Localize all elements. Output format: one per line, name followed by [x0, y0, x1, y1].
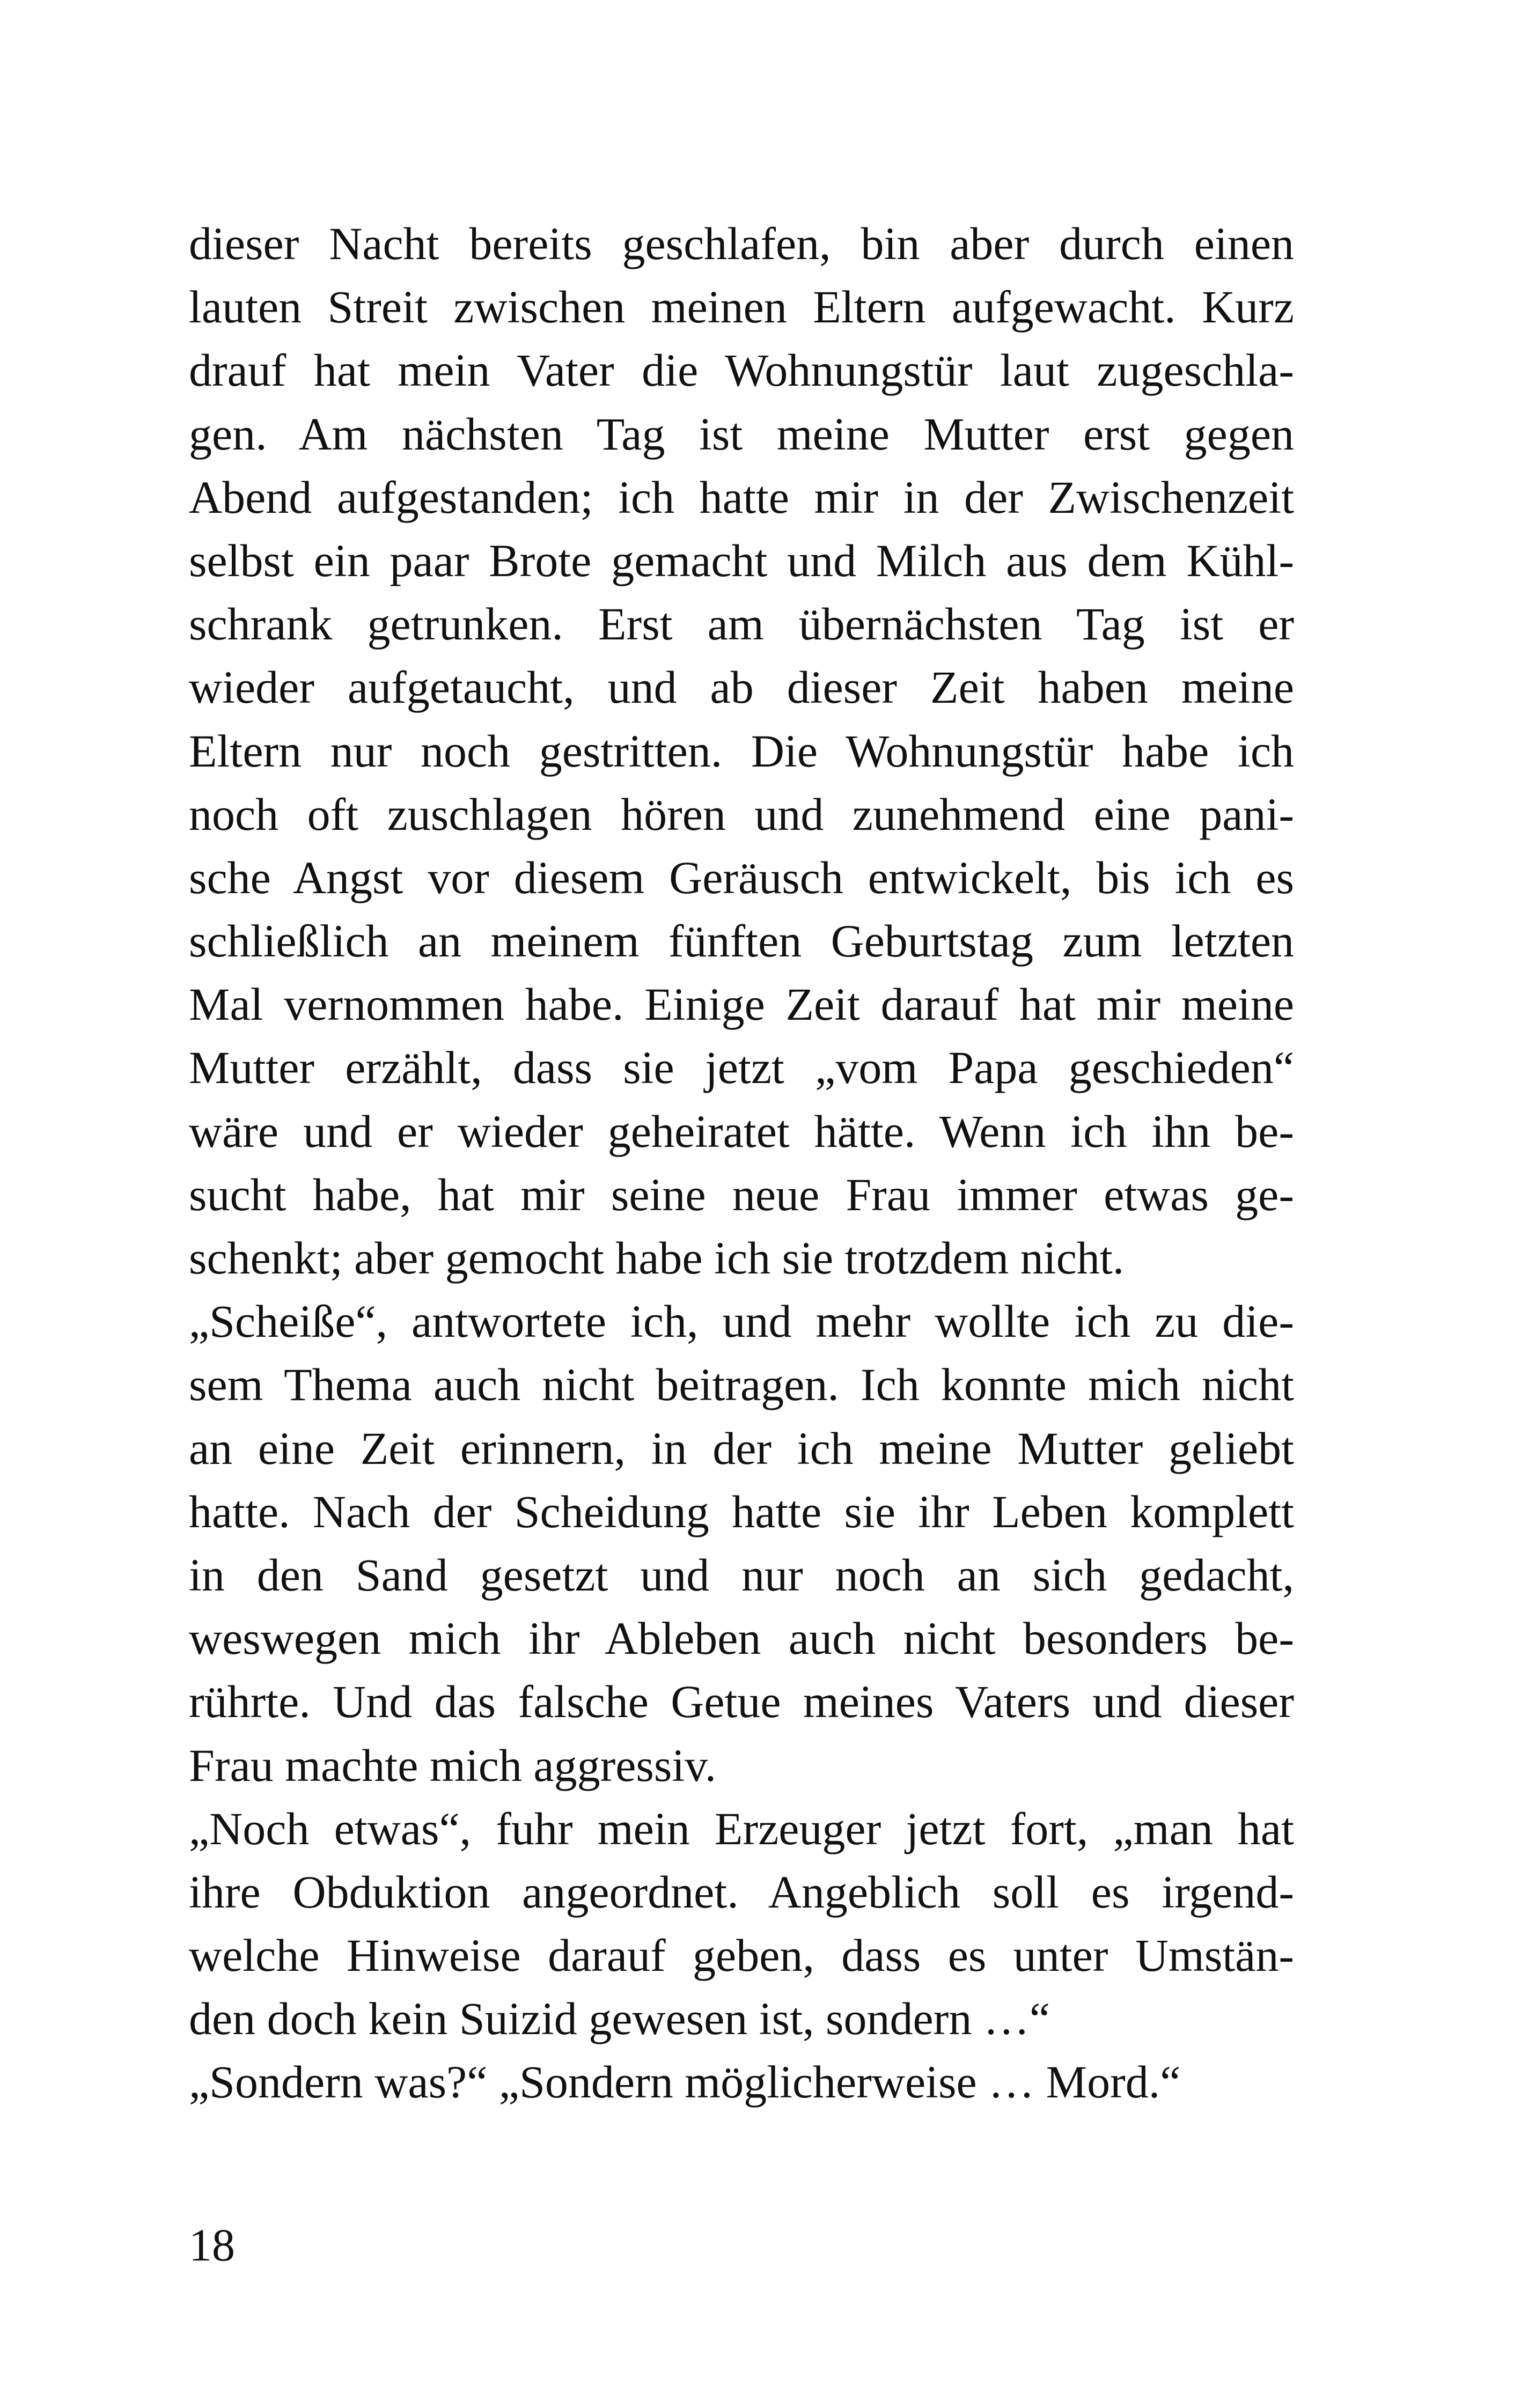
text-line: an eine Zeit erinnern, in der ich meine Mutter geliebt	[189, 1422, 1294, 1474]
text-line: „Sondern was?“ „Sondern möglicherweise … Mord.“	[189, 2056, 1181, 2108]
text-line: schließlich an meinem fünften Geburtstag zum letzten	[189, 915, 1294, 967]
text-line: schenkt; aber gemocht habe ich sie trotzdem nicht.	[189, 1232, 1125, 1284]
text-line: noch oft zuschlagen hören und zunehmend eine pani-	[189, 788, 1294, 840]
text-line: Eltern nur noch gestritten. Die Wohnungstür habe ich	[189, 725, 1294, 777]
text-line: „Noch etwas“, fuhr mein Erzeuger jetzt fort, „man hat	[189, 1802, 1294, 1854]
text-line: in den Sand gesetzt und nur noch an sich gedacht,	[189, 1549, 1294, 1601]
text-line: dieser Nacht bereits geschlafen, bin aber durch einen	[189, 218, 1294, 269]
text-line: sem Thema auch nicht beitragen. Ich konnte mich nicht	[189, 1359, 1294, 1411]
text-line: hatte. Nach der Scheidung hatte sie ihr Leben komplett	[189, 1485, 1294, 1537]
text-line: selbst ein paar Brote gemacht und Milch aus dem Kühl-	[189, 534, 1294, 586]
body-text	[189, 212, 1294, 2114]
page-number: 18	[189, 2219, 235, 2271]
text-line: wieder aufgetaucht, und ab dieser Zeit haben meine	[189, 661, 1294, 713]
text-line: lauten Streit zwischen meinen Eltern aufgewacht. Kurz	[189, 281, 1294, 333]
text-line: Mutter erzählt, dass sie jetzt „vom Papa geschieden“	[189, 1042, 1294, 1094]
text-line: ihre Obduktion angeordnet. Angeblich soll es irgend-	[189, 1866, 1294, 1918]
text-line: schrank getrunken. Erst am übernächsten Tag ist er	[189, 598, 1294, 650]
text-line: weswegen mich ihr Ableben auch nicht besonders be-	[189, 1612, 1294, 1665]
text-line: wäre und er wieder geheiratet hätte. Wenn ich ihn be-	[189, 1105, 1294, 1157]
text-line: sucht habe, hat mir seine neue Frau immer etwas ge-	[189, 1168, 1294, 1220]
text-line: Abend aufgestanden; ich hatte mir in der Zwischenzeit	[189, 471, 1294, 523]
text-line: drauf hat mein Vater die Wohnungstür laut zugeschla-	[189, 344, 1294, 396]
text-line: Frau machte mich aggressiv.	[189, 1739, 717, 1791]
text-line: welche Hinweise darauf geben, dass es unter Umstän-	[189, 1930, 1294, 1982]
text-line: „Scheiße“, antwortete ich, und mehr wollte ich zu die-	[189, 1295, 1294, 1347]
text-line: Mal vernommen habe. Einige Zeit darauf hat mir meine	[189, 978, 1294, 1030]
text-line: sche Angst vor diesem Geräusch entwickelt, bis ich es	[189, 851, 1294, 903]
text-line: den doch kein Suizid gewesen ist, sondern …“	[189, 1993, 1050, 2045]
text-line: gen. Am nächsten Tag ist meine Mutter erst gegen	[189, 408, 1294, 460]
text-line: rührte. Und das falsche Getue meines Vaters und dieser	[189, 1676, 1294, 1728]
